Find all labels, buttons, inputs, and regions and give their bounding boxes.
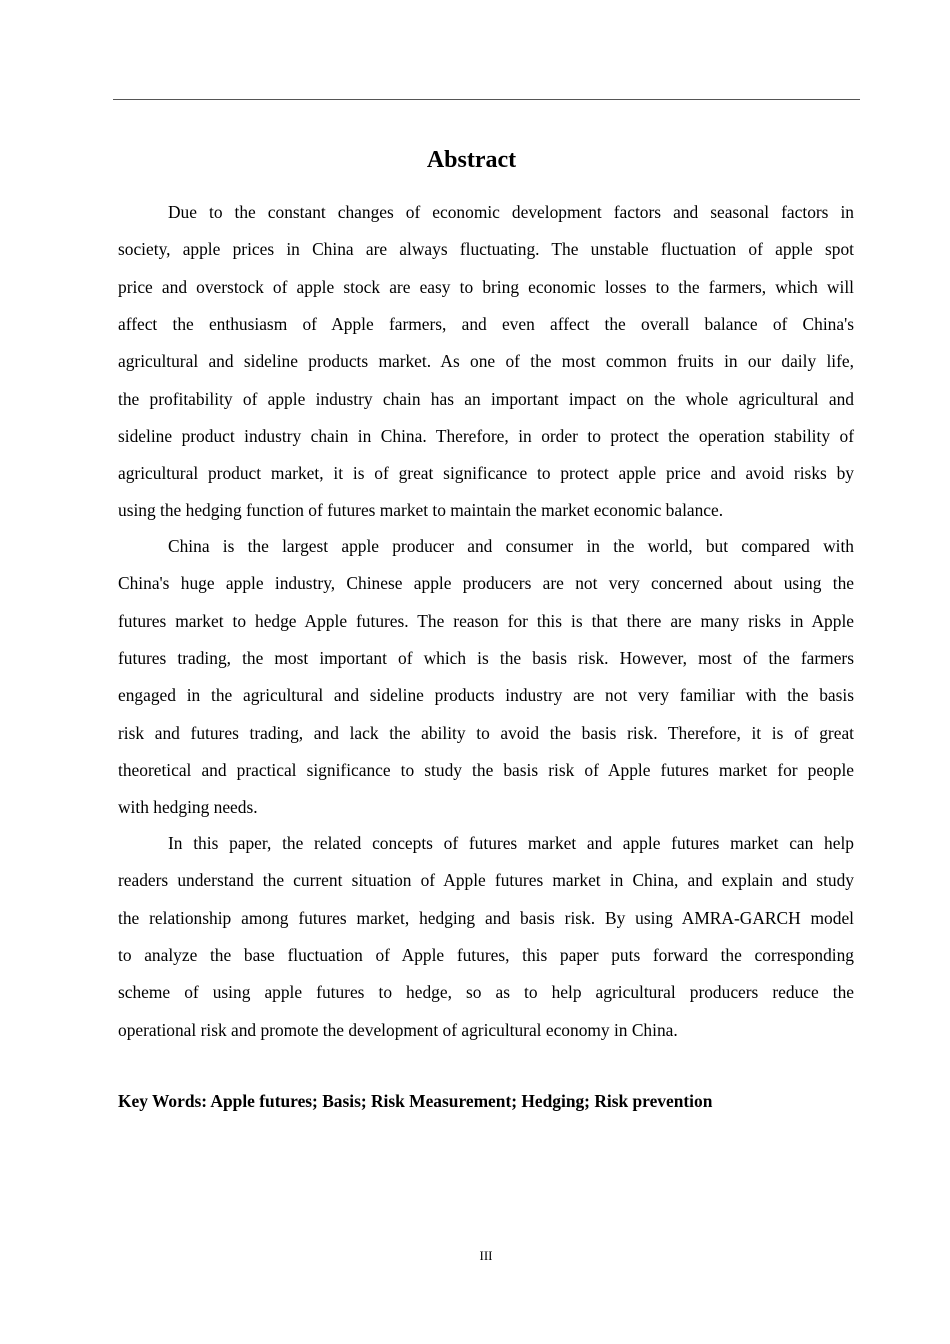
text-line: futures market to hedge Apple futures. The reason for this is that there are many risks in Apple [118, 610, 854, 631]
text-line: the profitability of apple industry chain has an important impact on the whole agricultural and [118, 388, 854, 409]
text-line: Due to the constant changes of economic development factors and seasonal factors in [168, 202, 854, 222]
text-line: In this paper, the related concepts of futures market and apple futures market can help [168, 833, 854, 853]
text-line: China's huge apple industry, Chinese apple producers are not very concerned about using the [118, 573, 854, 594]
text-line: affect the enthusiasm of Apple farmers, and even affect the overall balance of China's [118, 313, 854, 334]
text-line: scheme of using apple futures to hedge, so as to help agricultural producers reduce the [118, 982, 854, 1003]
text-line: agricultural product market, it is of great significance to protect apple price and avoid risks by [118, 463, 854, 484]
text-line: with hedging needs. [118, 797, 258, 818]
text-line: the relationship among futures market, hedging and basis risk. By using AMRA-GARCH model [118, 907, 854, 928]
text-line: risk and futures trading, and lack the ability to avoid the basis risk. Therefore, it is of great [118, 722, 854, 743]
text-line: engaged in the agricultural and sideline products industry are not very familiar with the basis [118, 685, 854, 706]
text-line: to analyze the base fluctuation of Apple futures, this paper puts forward the corresponding [118, 944, 854, 965]
text-line: futures trading, the most important of which is the basis risk. However, most of the farmers [118, 647, 854, 668]
text-line: agricultural and sideline products market. As one of the most common fruits in our daily life, [118, 351, 854, 372]
keywords: Key Words: Apple futures; Basis; Risk Measurement; Hedging; Risk prevention [118, 1091, 713, 1111]
text-line: society, apple prices in China are always fluctuating. The unstable fluctuation of apple spot [118, 239, 854, 260]
header-rule [113, 99, 860, 100]
text-line: using the hedging function of futures market to maintain the market economic balance. [118, 500, 724, 521]
page-title: Abstract [426, 147, 517, 173]
text-line: readers understand the current situation of Apple futures market in China, and explain and study [118, 870, 854, 891]
text-line: theoretical and practical significance to study the basis risk of Apple futures market for people [118, 759, 854, 780]
text-line: price and overstock of apple stock are easy to bring economic losses to the farmers, which will [118, 276, 854, 297]
page-number: III [479, 1248, 493, 1263]
text-line: China is the largest apple producer and consumer in the world, but compared with [168, 536, 854, 556]
text-line: sideline product industry chain in China. Therefore, in order to protect the operation stability of [118, 425, 854, 446]
text-line: operational risk and promote the development of agricultural economy in China. [118, 1019, 678, 1040]
